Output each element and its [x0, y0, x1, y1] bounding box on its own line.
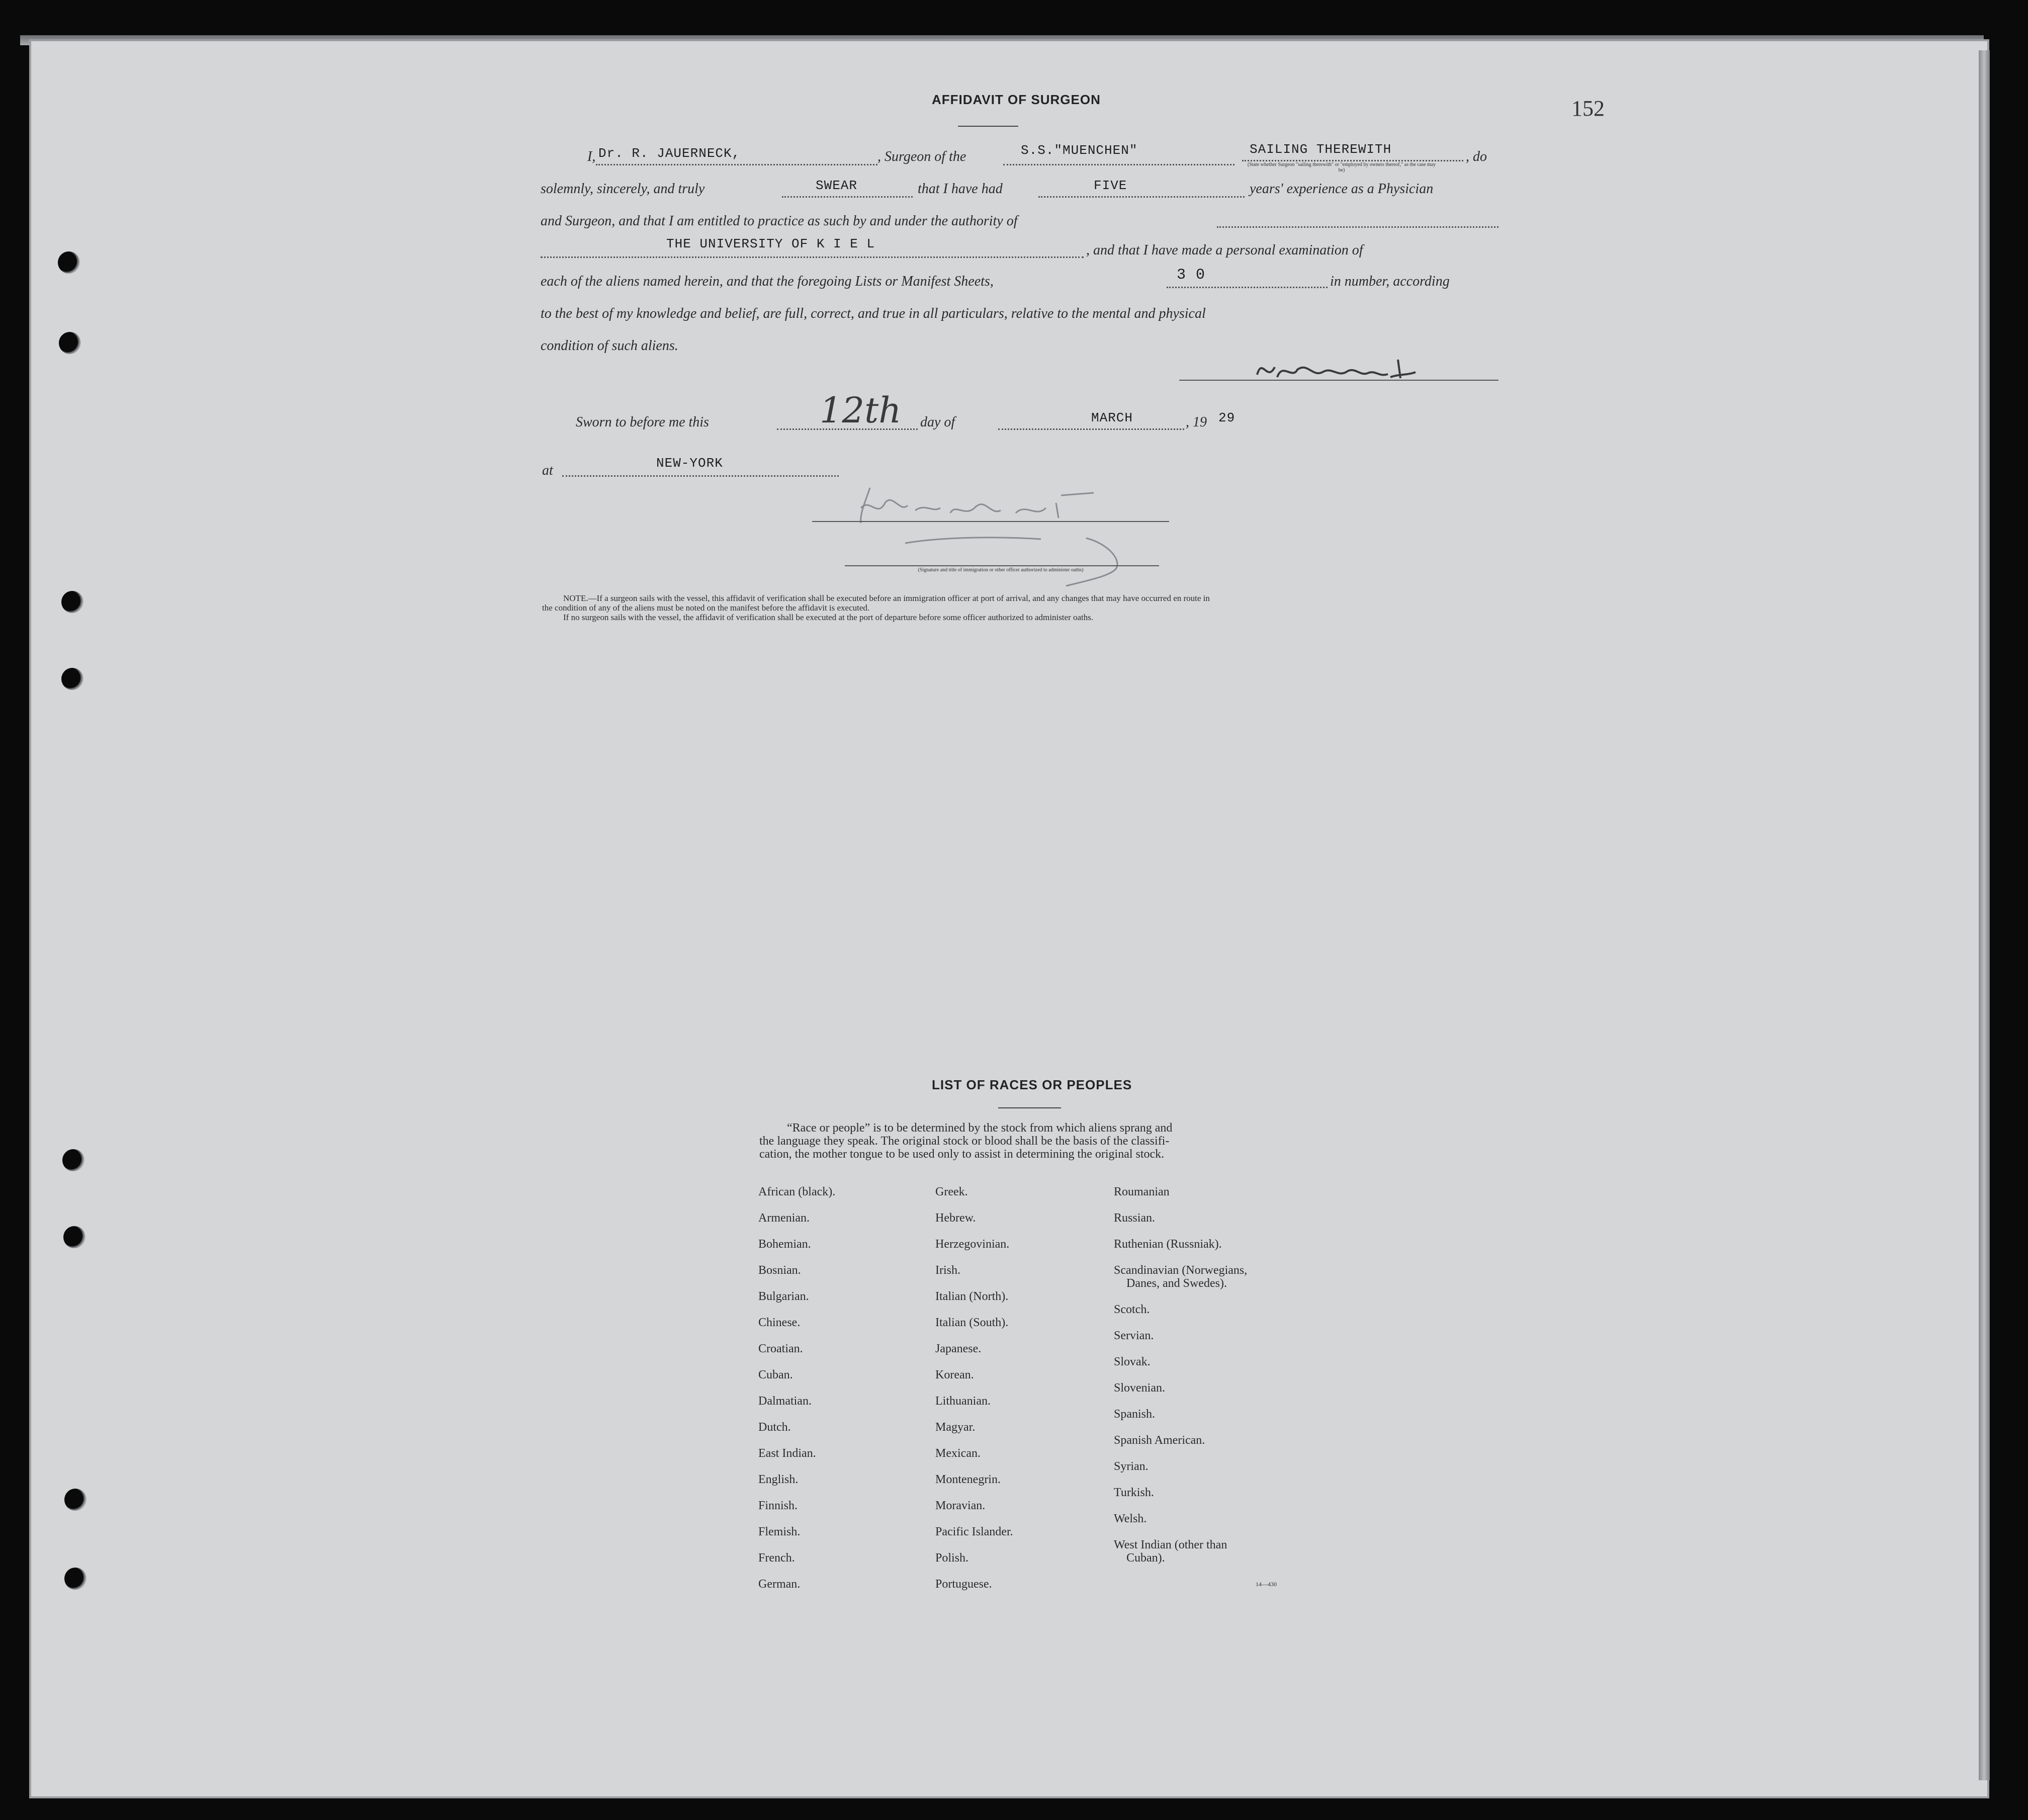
races-intro-line3: cation, the mother tongue to be used only to assist in determining the original stock.	[759, 1148, 1165, 1161]
line6: to the best of my knowledge and belief, are full, correct, and true in all particulars, relative to the mental and physical	[541, 306, 1206, 321]
sworn-mid: day of	[920, 414, 955, 430]
race-item: Slovenian.	[1114, 1381, 1165, 1395]
surgeon-signature-line	[1179, 380, 1498, 381]
race-item: Turkish.	[1114, 1486, 1154, 1499]
race-item: Cuban).	[1126, 1551, 1165, 1565]
race-item: Bulgarian.	[758, 1290, 809, 1303]
race-item: Spanish American.	[1114, 1434, 1205, 1447]
race-item: Mexican.	[935, 1447, 981, 1460]
race-item: Italian (South).	[935, 1316, 1009, 1329]
sworn-prefix: Sworn to before me this	[576, 414, 709, 430]
binding-hole	[62, 1149, 84, 1171]
line5-suffix: in number, according	[1330, 274, 1450, 289]
race-item: Montenegrin.	[935, 1473, 1001, 1486]
note-line2: the condition of any of the aliens must be noted on the manifest before the affidavit is executed.	[542, 603, 870, 613]
officer-signature-line-1	[812, 521, 1169, 522]
sheets-count: 3 0	[1177, 267, 1206, 284]
line7: condition of such aliens.	[541, 338, 678, 354]
name-blank	[596, 164, 877, 165]
race-item: Russian.	[1114, 1211, 1156, 1225]
binding-hole	[61, 668, 83, 690]
note-line3: If no surgeon sails with the vessel, the affidavit of verification shall be executed at the port of departure before some officer authorized to administer oaths.	[563, 613, 1094, 622]
officer-signature-line-2	[845, 565, 1159, 566]
race-item: Finnish.	[758, 1499, 798, 1512]
race-item: Croatian.	[758, 1342, 803, 1355]
races-intro-line2: the language they speak. The original stock or blood shall be the basis of the classifi-	[759, 1135, 1170, 1148]
surgeon-status: SAILING THEREWITH	[1250, 142, 1392, 157]
race-item: Bohemian.	[758, 1238, 811, 1251]
race-item: German.	[758, 1578, 801, 1591]
race-item: East Indian.	[758, 1447, 816, 1460]
years-experience: FIVE	[1094, 178, 1127, 193]
race-item: Portuguese.	[935, 1578, 992, 1591]
race-item: English.	[758, 1473, 799, 1486]
race-item: Spanish.	[1114, 1408, 1156, 1421]
surgeon-signature	[1247, 352, 1468, 392]
affidavit-title: AFFIDAVIT OF SURGEON	[932, 92, 1101, 107]
races-title: LIST OF RACES OR PEOPLES	[932, 1077, 1132, 1092]
race-item: Flemish.	[758, 1525, 801, 1538]
race-item: Scandinavian (Norwegians,	[1114, 1264, 1248, 1277]
sheets-blank	[1167, 287, 1328, 288]
race-item: Irish.	[935, 1264, 960, 1277]
line2-prefix: solemnly, sincerely, and truly	[541, 181, 705, 197]
line3: and Surgeon, and that I am entitled to practice as such by and under the authority of	[541, 213, 1018, 229]
title-underline	[958, 126, 1018, 127]
binding-hole	[58, 251, 80, 274]
sworn-year: 29	[1218, 410, 1236, 425]
years-blank	[1038, 196, 1245, 198]
race-item: Moravian.	[935, 1499, 986, 1512]
race-item: Korean.	[935, 1368, 974, 1381]
race-item: Japanese.	[935, 1342, 982, 1355]
race-item: Scotch.	[1114, 1303, 1150, 1316]
place-value: NEW-YORK	[656, 456, 723, 471]
officer-caption: (Signature and title of immigration or other officer authorized to administer oaths)	[918, 567, 1084, 573]
race-item: Bosnian.	[758, 1264, 801, 1277]
race-item: West Indian (other than	[1114, 1538, 1227, 1551]
binding-hole	[64, 1489, 86, 1511]
race-item: Dalmatian.	[758, 1395, 812, 1408]
sworn-year-prefix: , 19	[1186, 414, 1207, 430]
oath-word: SWEAR	[816, 178, 858, 193]
race-item: Armenian.	[758, 1211, 810, 1225]
race-item: Hebrew.	[935, 1211, 976, 1225]
place-prefix: at	[542, 463, 553, 478]
line5-prefix: each of the aliens named herein, and that the foregoing Lists or Manifest Sheets,	[541, 274, 994, 289]
authority-blank-a	[1217, 226, 1498, 228]
authority-blank-b	[541, 256, 1084, 258]
race-item: Pacific Islander.	[935, 1525, 1013, 1538]
place-blank	[562, 475, 839, 477]
page-right-edge	[1979, 50, 1990, 1780]
race-item: French.	[758, 1551, 795, 1565]
races-title-underline	[998, 1107, 1061, 1108]
race-item: Italian (North).	[935, 1290, 1009, 1303]
race-item: Lithuanian.	[935, 1395, 991, 1408]
month-blank	[998, 428, 1184, 430]
race-item: Chinese.	[758, 1316, 801, 1329]
race-item: Servian.	[1114, 1329, 1154, 1342]
race-item: Syrian.	[1114, 1460, 1149, 1473]
race-item: Polish.	[935, 1551, 969, 1565]
status-blank	[1242, 160, 1463, 161]
race-item: Slovak.	[1114, 1355, 1151, 1368]
sworn-month: MARCH	[1091, 410, 1133, 425]
ship-blank	[1003, 164, 1235, 165]
race-item: Magyar.	[935, 1421, 976, 1434]
authority: THE UNIVERSITY OF K I E L	[666, 236, 875, 251]
line1-mid: , Surgeon of the	[877, 149, 966, 164]
binding-hole	[64, 1568, 86, 1590]
oath-blank	[782, 196, 913, 198]
sworn-day: 12th	[820, 390, 902, 431]
race-item: Herzegovinian.	[935, 1238, 1010, 1251]
race-item: Danes, and Swedes).	[1126, 1277, 1227, 1290]
page-number: 152	[1571, 96, 1605, 121]
race-item: African (black).	[758, 1185, 836, 1198]
binding-hole	[61, 591, 83, 613]
race-item: Cuban.	[758, 1368, 793, 1381]
binding-hole	[63, 1226, 85, 1248]
race-item: Roumanian	[1114, 1185, 1170, 1198]
race-item: Welsh.	[1114, 1512, 1147, 1525]
line1-suffix: , do	[1466, 149, 1487, 164]
status-hint: (State whether Surgeon "sailing therewith" or "employed by owners thereof," as the case may be)	[1247, 162, 1436, 173]
race-item: Dutch.	[758, 1421, 791, 1434]
surgeon-name: Dr. R. JAUERNECK,	[598, 146, 741, 161]
line2-suffix: years' experience as a Physician	[1250, 181, 1434, 197]
note-line1: NOTE.—If a surgeon sails with the vessel, this affidavit of verification shall be executed before an immigration officer at port of arrival, and any changes that may have occurred en route in	[563, 593, 1210, 603]
form-code: 14—430	[1256, 1581, 1277, 1588]
binding-hole	[59, 332, 81, 354]
ship-name: S.S."MUENCHEN"	[1021, 143, 1138, 158]
race-item: Greek.	[935, 1185, 968, 1198]
line4-suffix: , and that I have made a personal examination of	[1086, 242, 1363, 258]
officer-signature	[805, 483, 1237, 598]
line2-mid: that I have had	[918, 181, 1003, 197]
race-item: Ruthenian (Russniak).	[1114, 1238, 1222, 1251]
races-intro-line1: “Race or people” is to be determined by the stock from which aliens sprang and	[787, 1121, 1173, 1135]
line1-prefix: I,	[587, 149, 596, 164]
